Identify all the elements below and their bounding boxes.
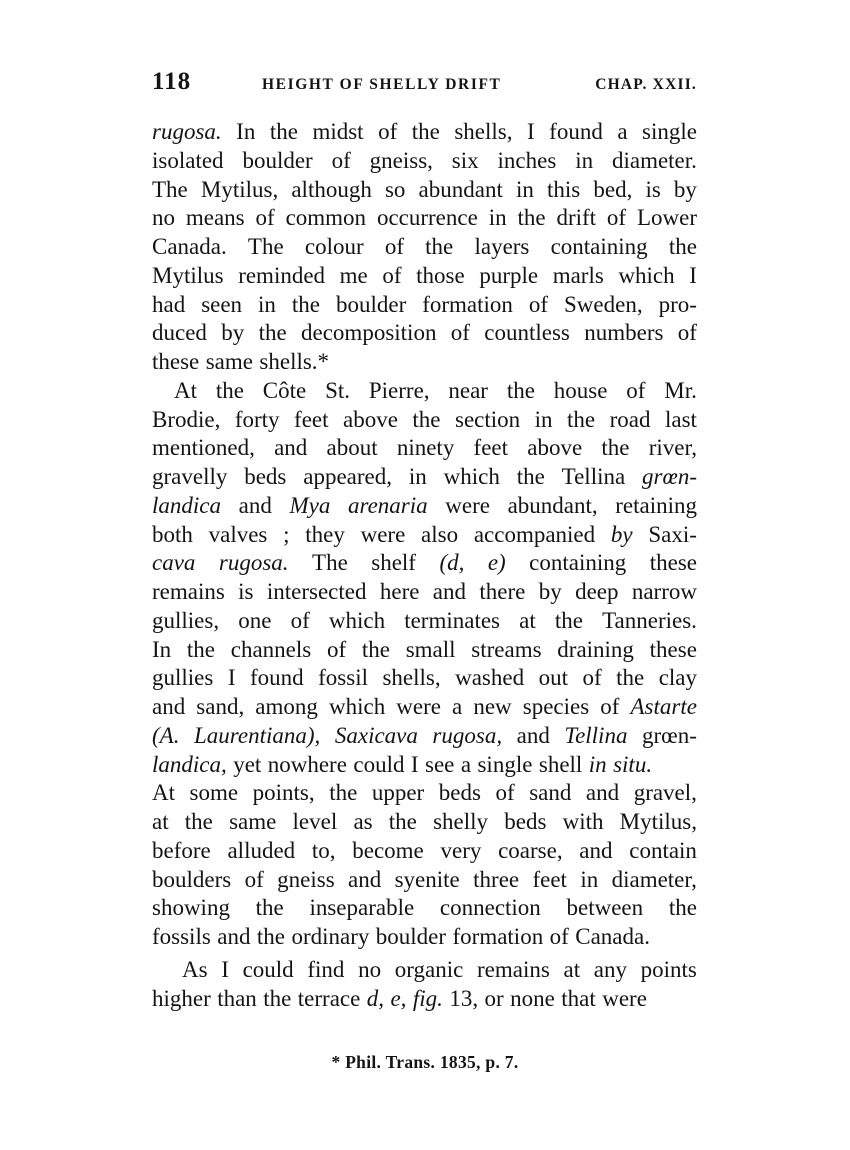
text-line: As I could find no organic remains at any points xyxy=(182,956,697,982)
text-line: higher than the terrace d, e, fig. 13, or none that were xyxy=(152,985,647,1011)
text-line: Brodie, forty feet above the section in the road last xyxy=(152,406,697,432)
text-line: At some points, the upper beds of sand and gravel, xyxy=(152,780,697,806)
chapter-label: CHAP. XXII. xyxy=(595,76,697,93)
text-line: and sand, among which were a new species of Astarte xyxy=(152,694,697,719)
text-line: gullies, one of which terminates at the Tanneries. xyxy=(152,607,697,633)
text-line: cava rugosa. The shelf (d, e) containing these xyxy=(152,550,697,576)
text-line: (A. Laurentiana), Saxicava rugosa, and Tellina grœn- xyxy=(152,722,697,748)
running-title: HEIGHT OF SHELLY DRIFT xyxy=(262,76,502,93)
text-line: duced by the decomposition of countless numbers of xyxy=(152,320,697,346)
running-header xyxy=(152,66,697,96)
text-line: fossils and the ordinary boulder formation of Canada. xyxy=(152,924,650,949)
body-text xyxy=(152,118,697,1013)
text-line: before alluded to, become very coarse, and contain xyxy=(152,837,697,863)
text-line: remains is intersected here and there by deep narrow xyxy=(152,579,697,604)
text-line: no means of common occurrence in the drift of Lower xyxy=(152,205,697,231)
text-line: boulders of gneiss and syenite three feet in diameter, xyxy=(152,866,697,892)
text-line: mentioned, and about ninety feet above the river, xyxy=(152,435,697,461)
text-line: The Mytilus, although so abundant in this bed, is by xyxy=(152,176,697,202)
footnote: * Phil. Trans. 1835, p. 7. xyxy=(331,1052,519,1072)
text-line: landica and Mya arenaria were abundant, retaining xyxy=(152,492,697,518)
text-line: had seen in the boulder formation of Sweden, pro- xyxy=(152,291,697,317)
text-line: isolated boulder of gneiss, six inches in diameter. xyxy=(152,147,697,173)
text-line: at the same level as the shelly beds with Mytilus, xyxy=(152,809,697,834)
text-line: Mytilus reminded me of those purple marls which I xyxy=(152,262,697,288)
text-line: At the Côte St. Pierre, near the house of Mr. xyxy=(174,377,697,403)
text-line: In the channels of the small streams draining these xyxy=(152,636,697,662)
text-line: Canada. The colour of the layers containing the xyxy=(152,234,697,259)
text-line: rugosa. In the midst of the shells, I found a single xyxy=(152,119,697,144)
text-line: gravelly beds appeared, in which the Tellina grœn- xyxy=(152,464,697,489)
text-line: gullies I found fossil shells, washed out of the clay xyxy=(152,665,697,691)
text-line: both valves ; they were also accompanied by Saxi- xyxy=(152,521,697,547)
text-line: showing the inseparable connection between the xyxy=(152,895,697,921)
text-line: landica, yet nowhere could I see a single shell in situ. xyxy=(152,751,653,777)
text-line: these same shells.* xyxy=(152,349,330,374)
page-number: 118 xyxy=(152,68,192,95)
